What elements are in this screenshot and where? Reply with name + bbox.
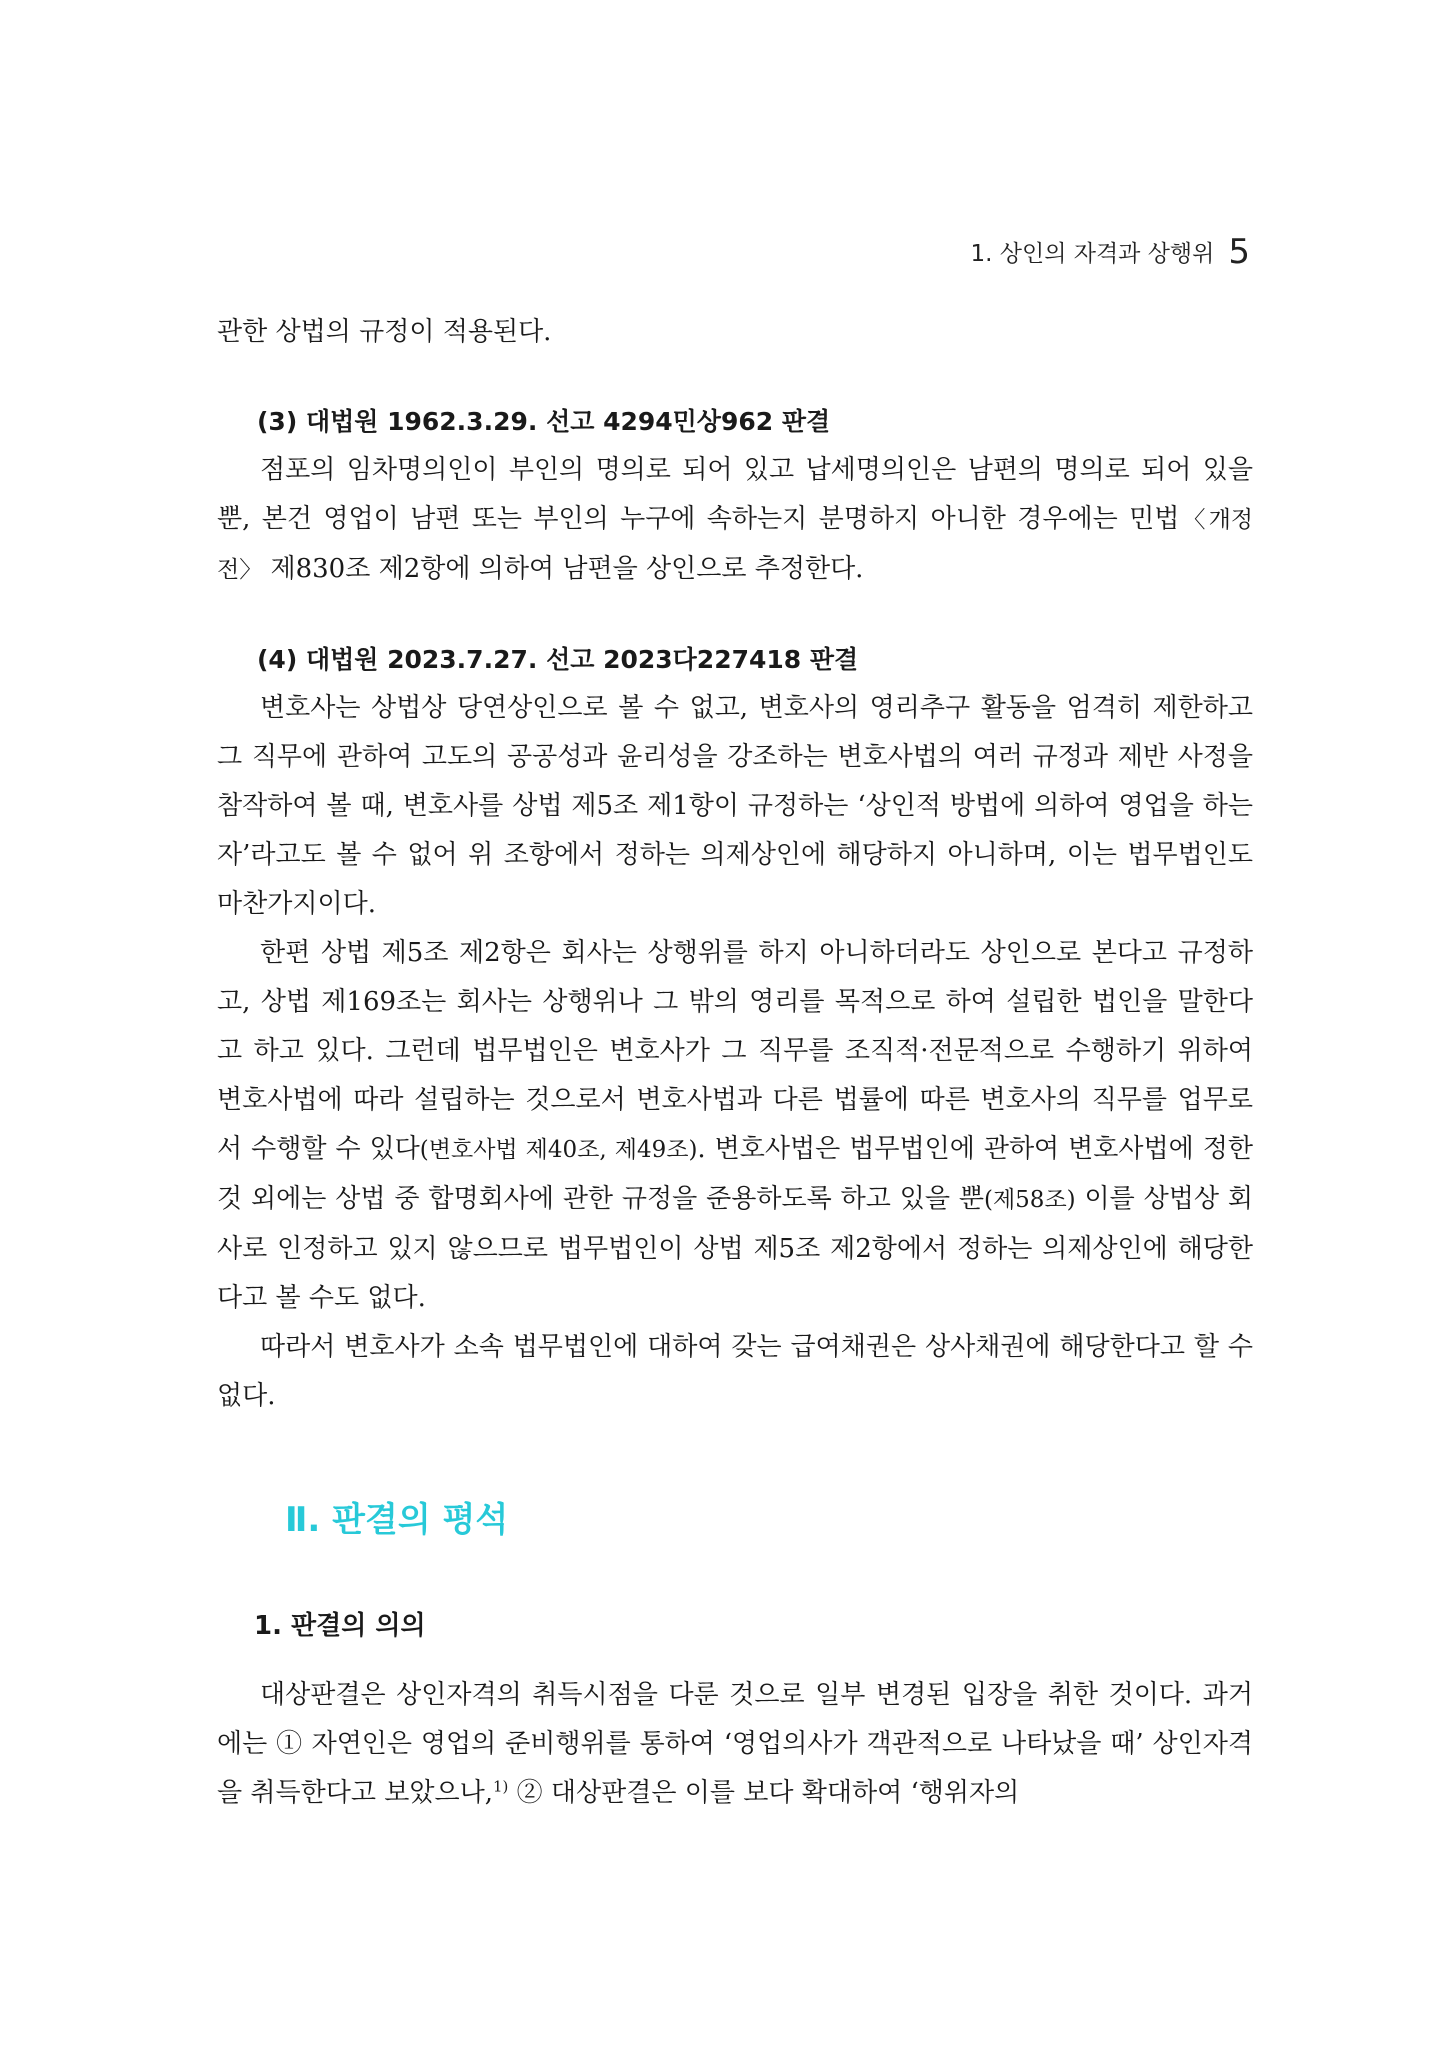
case-4-p2-text-a: 한편 상법 제5조 제2항은 회사는 상행위를 하지 아니하더라도 상인으로 본다고 규정하고, 상법 제169조는 회사는 상행위나 그 밖의 영리를 목적으로 하여 설립한 법인을 말한다고 하고 있다. 그런데 법무법인은 변호사가 그 직무를 조직적·전문적으로 수행하기 위하여 변호사법에 따라 설립하는 것으로서 변호사법과 다른 법률에 따른 변호사의 직무를 업무로서 수행할 수 있다 [217,938,1253,1164]
case-3-note: 〈개정전〉 [217,507,1254,583]
case-3-text-c: 제830조 제2항에 의하여 남편을 상인으로 추정한다. [262,554,864,584]
page-body [217,308,1253,1818]
subsection-1-text-b: ② 대상판결은 이를 보다 확대하여 ‘행위자의 [508,1778,1020,1808]
running-title: 1. 상인의 자격과 상행위 [970,241,1215,267]
case-4-paragraph-2 [217,929,1253,1323]
footnote-ref-1[interactable]: 1) [492,1777,509,1796]
case-4-paragraph-3: 따라서 변호사가 소속 법무법인에 대하여 갖는 급여채권은 상사채권에 해당한다고 할 수 없다. [217,1332,1253,1411]
case-3-heading: (3) 대법원 1962.3.29. 선고 4294민상962 판결 [257,407,831,436]
case-4-p2-citation-1: (변호사법 제40조, 제49조) [419,1137,698,1163]
case-3-paragraph [217,446,1253,595]
running-header [971,232,1250,272]
subsection-1-text-a: 대상판결은 상인자격의 취득시점을 다룬 것으로 일부 변경된 입장을 취한 것이다. 과거에는 ① 자연인은 영업의 준비행위를 통하여 ‘영업의사가 객관적으로 나타났을 때’ 상인자격을 취득한다고 보았으나, [217,1680,1253,1808]
case-4-p2-text-c: . 변호사법은 법무법인에 관하여 변호사법에 정한 것 외에는 상법 중 합명회사에 관한 규정을 준용하도록 하고 있을 뿐 [217,1134,1253,1214]
subsection-1-paragraph [217,1671,1253,1818]
page-number: 5 [1228,232,1250,272]
intro-paragraph: 관한 상법의 규정이 적용된다. [217,317,552,347]
case-4-heading: (4) 대법원 2023.7.27. 선고 2023다227418 판결 [257,645,859,674]
case-4-p2-citation-2: (제58조) [983,1187,1076,1213]
section-2-heading: Ⅱ. 판결의 평석 [285,1500,509,1540]
case-4-p2-text-e: 이를 상법상 회사로 인정하고 있지 않으므로 법무법인이 상법 제5조 제2항에서 정하는 의제상인에 해당한다고 볼 수도 없다. [217,1184,1253,1313]
case-3-text-a: 점포의 임차명의인이 부인의 명의로 되어 있고 납세명의인은 남편의 명의로 되어 있을 뿐, 본건 영업이 남편 또는 부인의 누구에 속하는지 분명하지 아니한 경우에는 민법 [217,455,1253,534]
case-4-paragraph-1: 변호사는 상법상 당연상인으로 볼 수 없고, 변호사의 영리추구 활동을 엄격히 제한하고 그 직무에 관하여 고도의 공공성과 윤리성을 강조하는 변호사법의 여러 규정과 제반 사정을 참작하여 볼 때, 변호사를 상법 제5조 제1항이 규정하는 ‘상인적 방법에 의하여 영업을 하는 자’라고도 볼 수 없어 위 조항에서 정하는 의제상인에 해당하지 아니하며, 이는 법무법인도 마찬가지이다. [217,693,1253,919]
subsection-1-heading: 1. 판결의 의의 [254,1611,426,1641]
